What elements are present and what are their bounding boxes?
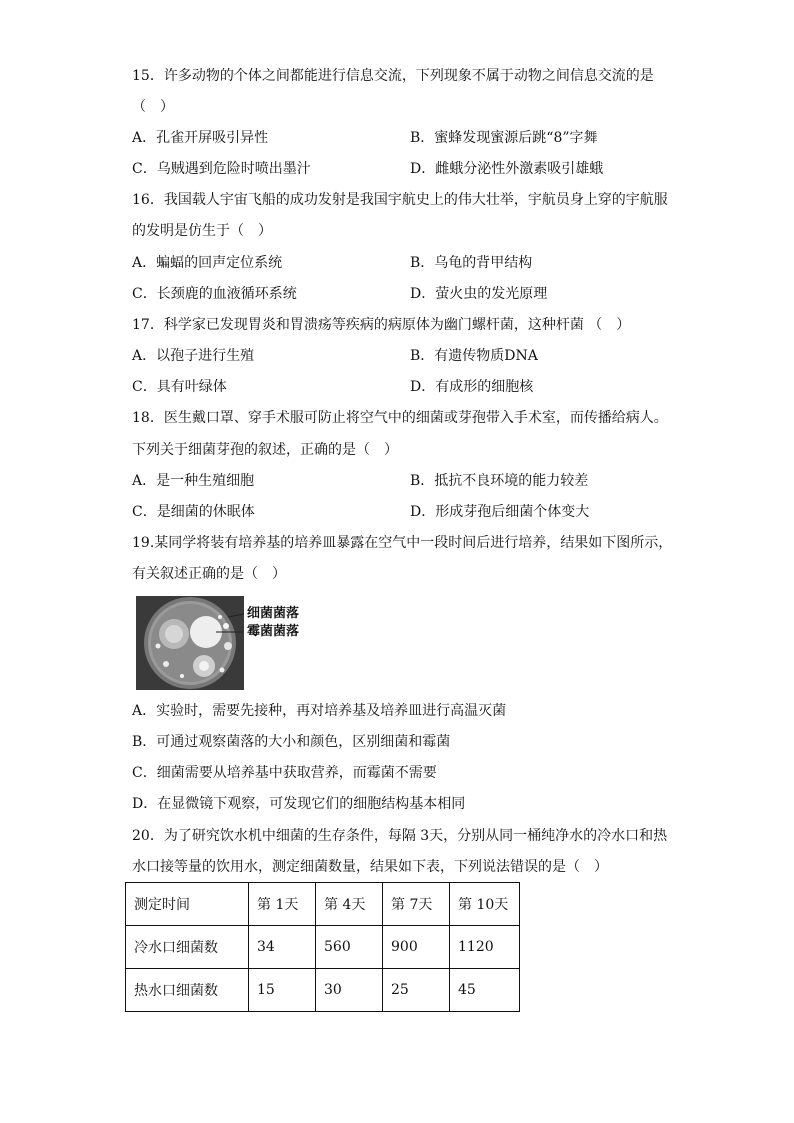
q19-option-a[interactable]: A．实验时，需要先接种，再对培养基及培养皿进行高温灭菌 [132, 703, 507, 719]
q17-option-c[interactable]: C．具有叶绿体 [132, 379, 227, 395]
q15-option-b[interactable]: B．蜜蜂发现蜜源后跳“8”字舞 [410, 130, 598, 146]
figure-label-bacteria-colony: 细菌菌落 [247, 606, 300, 621]
q20-stem-line2: 水口接等量的饮用水，测定细菌数量，结果如下表，下列说法错误的是（ ） [132, 859, 608, 875]
table-cell: 15 [249, 969, 316, 1012]
q19-option-c[interactable]: C．细菌需要从培养基中获取营养，而霉菌不需要 [132, 765, 437, 781]
q15-stem-line1: 15．许多动物的个体之间都能进行信息交流，下列现象不属于动物之间信息交流的是 [132, 68, 654, 84]
table-cell: 560 [316, 926, 383, 969]
q16-stem-line2: 的发明是仿生于（ ） [132, 223, 272, 239]
table-cell: 1120 [450, 926, 520, 969]
table-header-cell: 第 4天 [316, 883, 383, 926]
q15-option-d[interactable]: D．雌蛾分泌性外激素吸引雄蛾 [410, 161, 604, 177]
table-cell: 900 [383, 926, 450, 969]
q16-option-b[interactable]: B．乌龟的背甲结构 [410, 255, 533, 271]
q19-stem-line2: 有关叙述正确的是（ ） [132, 566, 286, 582]
q17-stem-line1: 17．科学家已发现胃炎和胃溃疡等疾病的病原体为幽门螺杆菌，这种杆菌 （ ） [132, 317, 631, 333]
q17-option-d[interactable]: D．有成形的细胞核 [410, 379, 534, 395]
table-header-cell: 第 10天 [450, 883, 520, 926]
table-cell: 冷水口细菌数 [126, 926, 249, 969]
table-header-cell: 测定时间 [126, 883, 249, 926]
q17-option-a[interactable]: A．以孢子进行生殖 [132, 348, 255, 364]
table-header-cell: 第 7天 [383, 883, 450, 926]
table-cell: 热水口细菌数 [126, 969, 249, 1012]
petri-dish-photo [136, 596, 244, 690]
q15-option-a[interactable]: A．孔雀开屏吸引异性 [132, 130, 269, 146]
bacteria-count-table [125, 882, 520, 1012]
q17-option-b[interactable]: B．有遗传物质DNA [410, 348, 538, 364]
q15-stem-line2: （ ） [132, 99, 174, 115]
table-cell: 34 [249, 926, 316, 969]
q15-option-c[interactable]: C．乌贼遇到危险时喷出墨汁 [132, 161, 311, 177]
q20-stem-line1: 20．为了研究饮水机中细菌的生存条件，每隔 3天，分别从同一桶纯净水的冷水口和热 [132, 828, 668, 844]
q16-option-d[interactable]: D．萤火虫的发光原理 [410, 286, 548, 302]
q19-stem-line1: 19.某同学将装有培养基的培养皿暴露在空气中一段时间后进行培养，结果如下图所示， [132, 535, 673, 551]
q18-stem-line1: 18．医生戴口罩、穿手术服可防止将空气中的细菌或芽孢带入手术室，而传播给病人。 [132, 410, 668, 426]
table-cell: 25 [383, 969, 450, 1012]
q18-option-a[interactable]: A．是一种生殖细胞 [132, 473, 255, 489]
table-header-cell: 第 1天 [249, 883, 316, 926]
q19-option-b[interactable]: B．可通过观察菌落的大小和颜色，区别细菌和霉菌 [132, 734, 451, 750]
q18-option-b[interactable]: B．抵抗不良环境的能力较差 [410, 473, 589, 489]
q16-option-a[interactable]: A．蝙蝠的回声定位系统 [132, 255, 283, 271]
table-cell: 30 [316, 969, 383, 1012]
table-cell: 45 [450, 969, 520, 1012]
q16-stem-line1: 16．我国载人宇宙飞船的成功发射是我国宇航史上的伟大壮举，宇航员身上穿的宇航服 [132, 192, 668, 208]
q18-option-c[interactable]: C．是细菌的休眠体 [132, 504, 255, 520]
q18-stem-line2: 下列关于细菌芽孢的叙述，正确的是（ ） [132, 442, 398, 458]
figure-label-mold-colony: 霉菌菌落 [247, 624, 300, 639]
q19-option-d[interactable]: D．在显微镜下观察，可发现它们的细胞结构基本相同 [132, 796, 466, 812]
table-header-row [126, 883, 520, 926]
table-row [126, 926, 520, 969]
q18-option-d[interactable]: D．形成芽孢后细菌个体变大 [410, 504, 590, 520]
q16-option-c[interactable]: C．长颈鹿的血液循环系统 [132, 286, 297, 302]
table-row [126, 969, 520, 1012]
